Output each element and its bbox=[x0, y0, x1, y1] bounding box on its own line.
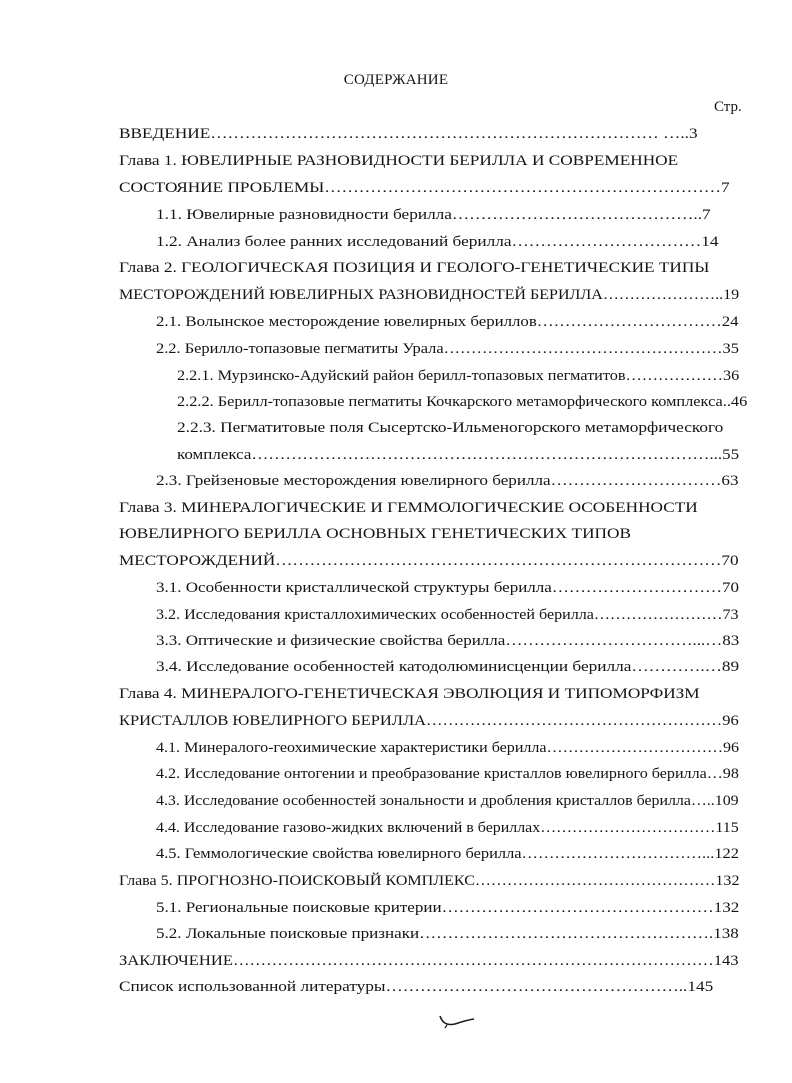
toc-entry: комплекса………………………………………………………………………...55 bbox=[177, 447, 740, 463]
toc-entry: Глава 2. ГЕОЛОГИЧЕСКАЯ ПОЗИЦИЯ И ГЕОЛОГО-ГЕНЕТИЧЕСКИЕ ТИПЫ bbox=[119, 260, 710, 276]
toc-entry: 2.2.3. Пегматитовые поля Сысертско-Ильменогорского метаморфического bbox=[177, 420, 724, 436]
toc-entry: 4.1. Минералого-геохимические характеристики берилла……………………………96 bbox=[156, 740, 740, 756]
toc-entry: ЗАКЛЮЧЕНИЕ……………………………………………………………………………143 bbox=[119, 953, 739, 969]
toc-entry: ВВЕДЕНИЕ…………………………………………………………………… …..3 bbox=[119, 126, 698, 142]
toc-entry: 4.5. Геммологические свойства ювелирного берилла……………………………...122 bbox=[156, 846, 739, 862]
handwritten-mark bbox=[437, 1010, 477, 1030]
toc-entry: 1.2. Анализ более ранних исследований берилла……………………………14 bbox=[156, 234, 719, 250]
toc-entry: 2.1. Волынское месторождение ювелирных бериллов……………………………24 bbox=[156, 314, 739, 330]
toc-entry: 2.2.2. Берилл-топазовые пегматиты Кочкарского метаморфического комплекса..46 bbox=[177, 394, 748, 410]
toc-entry: ЮВЕЛИРНОГО БЕРИЛЛА ОСНОВНЫХ ГЕНЕТИЧЕСКИХ ТИПОВ bbox=[119, 526, 631, 542]
toc-entry: МЕСТОРОЖДЕНИЙ ЮВЕЛИРНЫХ РАЗНОВИДНОСТЕЙ БЕРИЛЛА…………………..19 bbox=[119, 287, 740, 303]
toc-entry: 4.3. Исследование особенностей зональности и дробления кристаллов берилла…..109 bbox=[156, 793, 739, 809]
toc-entry: 3.3. Оптические и физические свойства берилла……………………………...…83 bbox=[156, 633, 740, 649]
toc-entry: 3.4. Исследование особенностей катодолюминисценции берилла………….…89 bbox=[156, 659, 740, 675]
page-title: СОДЕРЖАНИЕ bbox=[343, 72, 449, 88]
toc-entry: 4.2. Исследование онтогении и преобразование кристаллов ювелирного берилла…98 bbox=[156, 766, 739, 782]
toc-entry: СОСТОЯНИЕ ПРОБЛЕМЫ……………………………………………………………7 bbox=[119, 180, 730, 196]
toc-entry: КРИСТАЛЛОВ ЮВЕЛИРНОГО БЕРИЛЛА………………………………………………96 bbox=[119, 713, 739, 729]
toc-entry: 2.3. Грейзеновые месторождения ювелирного берилла…………………………63 bbox=[156, 473, 739, 489]
toc-entry: 5.1. Региональные поисковые критерии…………………………………………132 bbox=[156, 900, 740, 916]
page-column-label: Стр. bbox=[714, 99, 742, 115]
toc-entry: 2.2.1. Мурзинско-Адуйский район берилл-топазовых пегматитов………………36 bbox=[177, 368, 740, 384]
toc-entry: 3.2. Исследования кристаллохимических особенностей берилла……………………73 bbox=[156, 607, 739, 623]
toc-entry: Список использованной литературы……………………………………………..145 bbox=[119, 979, 714, 995]
toc-entry: 3.1. Особенности кристаллической структуры берилла…………………………70 bbox=[156, 580, 739, 596]
toc-entry: Глава 5. ПРОГНОЗНО-ПОИСКОВЫЙ КОМПЛЕКС………………………………………132 bbox=[119, 873, 740, 889]
toc-entry: Глава 4. МИНЕРАЛОГО-ГЕНЕТИЧЕСКАЯ ЭВОЛЮЦИЯ И ТИПОМОРФИЗМ bbox=[119, 686, 700, 702]
toc-entry: 4.4. Исследование газово-жидких включений в бериллах……………………………115 bbox=[156, 820, 739, 836]
toc-entry: 1.1. Ювелирные разновидности берилла……………………………………..7 bbox=[156, 207, 711, 223]
toc-entry: МЕСТОРОЖДЕНИЙ……………………………………………………………………70 bbox=[119, 553, 739, 569]
toc-entry: Глава 1. ЮВЕЛИРНЫЕ РАЗНОВИДНОСТИ БЕРИЛЛА И СОВРЕМЕННОЕ bbox=[119, 153, 679, 169]
toc-entry: 5.2. Локальные поисковые признаки…………………………………………….138 bbox=[156, 926, 739, 942]
toc-entry: Глава 3. МИНЕРАЛОГИЧЕСКИЕ И ГЕММОЛОГИЧЕСКИЕ ОСОБЕННОСТИ bbox=[119, 500, 698, 516]
toc-entry: 2.2. Берилло-топазовые пегматиты Урала……………………………………………35 bbox=[156, 341, 739, 357]
